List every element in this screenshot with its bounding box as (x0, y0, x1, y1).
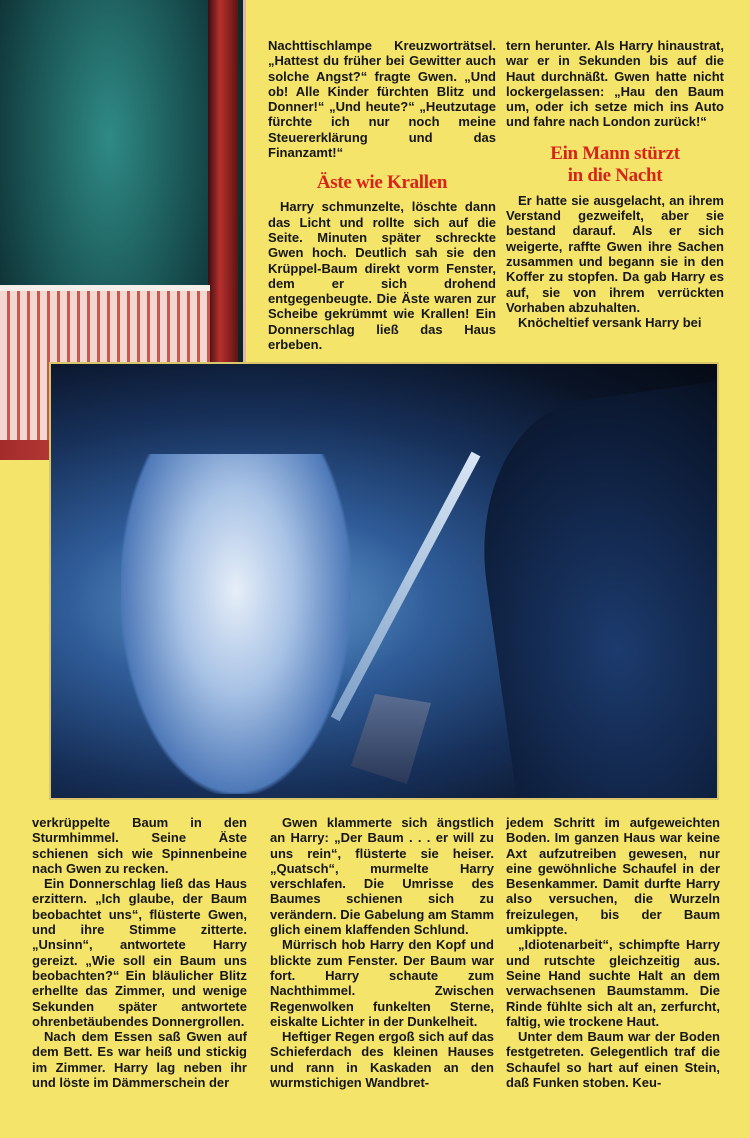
column-bottom-right (506, 815, 720, 1090)
paragraph: Gwen klammerte sich ängstlich an Harry: „Der Baum . . . er will zu uns rein“, flüsterte sie heiser. „Quatsch“, murmelte Harry verschlafen. Die Umrisse des Baumes schienen sich zu verändern. Die Gabelung am Stamm glich einem klaffenden Schlund. (270, 815, 494, 938)
subheading-line: Ein Mann stürzt (550, 142, 680, 164)
spade-handle (331, 452, 481, 722)
tree-trunk (463, 375, 719, 800)
paragraph: Knöcheltief versank Harry bei (518, 315, 702, 331)
paragraph: Mürrisch hob Harry den Kopf und blickte zum Fenster. Der Baum war fort. Harry schaute zum Nachthimmel. Zwischen Regenwolken funkelten Sterne, eiskalte Lichter in der Dunkelheit. (270, 937, 494, 1029)
subheading-ein-mann-stuerzt (506, 143, 724, 187)
paragraph: verkrüppelte Baum in den Sturmhimmel. Seine Äste schienen sich wie Spinnenbeine nach Gwen zu recken. (32, 815, 247, 876)
column-bottom-middle (270, 815, 494, 1090)
kneeling-man (121, 454, 351, 794)
subheading-aeste-wie-krallen: Äste wie Krallen (316, 172, 448, 194)
spade-blade (351, 694, 431, 784)
paragraph: Heftiger Regen ergoß sich auf das Schieferdach des kleinen Hauses und rann in Kaskaden an den wurmstichigen Wandbret- (270, 1029, 494, 1091)
man-digging-under-tree-photo (49, 362, 719, 800)
paragraph: Ein Donnerschlag ließ das Haus erzittern. „Ich glaube, der Baum beobachtet uns“, flüsterte Gwen, und ihre Stimme zitterte. „Unsinn“, antwortete Harry gereizt. „Wie soll ein Baum uns beobachten?“ Ein bläulicher Blitz erhellte das Zimmer, und wenige Sekunden später antwortete ohrenbetäubendes Donnergrollen. (32, 876, 247, 1029)
paragraph: Nach dem Essen saß Gwen auf dem Bett. Es war heiß und stickig im Zimmer. Harry lag neben ihr und löste im Dämmerschein der (32, 1029, 247, 1091)
column-bottom-left (32, 815, 247, 1090)
paragraph: tern herunter. Als Harry hinaustrat, war er in Sekunden bis auf die Haut durchnäßt. Gwen hatte nicht lockergelassen: „Hau den Baum um, oder ich setze mich ins Auto und fahre nach London zurück!“ (506, 38, 724, 130)
paragraph: Harry schmunzelte, löschte dann das Licht und rollte sich auf die Seite. Minuten später schreckte Gwen hoch. Deutlich sah sie den Krüppel-Baum direkt vorm Fenster, dem er sich drohend entgegenbeugte. Die Äste waren zur Scheibe gekrümmt wie Krallen! Ein Donnerschlag ließ das Haus erbeben. (268, 199, 496, 353)
paragraph: Unter dem Baum war der Boden festgetreten. Gelegentlich traf die Schaufel so hart auf einen Stein, daß Funken stoben. Keu- (506, 1029, 720, 1091)
paragraph: jedem Schritt im aufgeweichten Boden. Im ganzen Haus war keine Axt aufzutreiben gewesen, nur eine gewöhnliche Schaufel in der Besenkammer. Damit durfte Harry also versuchen, die Wurzeln freizulegen, bis der Baum umkippte. (506, 815, 720, 938)
column-top-middle (268, 38, 496, 352)
column-top-right (506, 38, 724, 330)
subheading-line: in die Nacht (567, 164, 663, 186)
paragraph: Er hatte sie ausgelacht, an ihrem Verstand gezweifelt, aber sie bestand darauf. Als er sich weigerte, raffte Gwen ihre Sachen zusammen und begann sie in den Koffer zu stopfen. Da gab Harry es auf, sie von ihrem verrückten Vorhaben abzuhalten. (506, 192, 724, 315)
paragraph: „Idiotenarbeit“, schimpfte Harry und rutschte gleichzeitig aus. Seine Hand suchte Halt an dem verwachsenen Baumstamm. Die Rinde fühlte sich alt an, zerfurcht, faltig, wie trockene Haut. (506, 937, 720, 1029)
paragraph: Nachttischlampe Kreuzworträtsel. „Hattest du früher bei Gewitter auch solche Angst?“ fragte Gwen. „Und ob! Alle Kinder fürchten Blitz und Donner!“ „Und heute?“ „Heutzutage fürchte ich nur noch meine Steuererklärung und das Finanzamt!“ (268, 38, 496, 161)
